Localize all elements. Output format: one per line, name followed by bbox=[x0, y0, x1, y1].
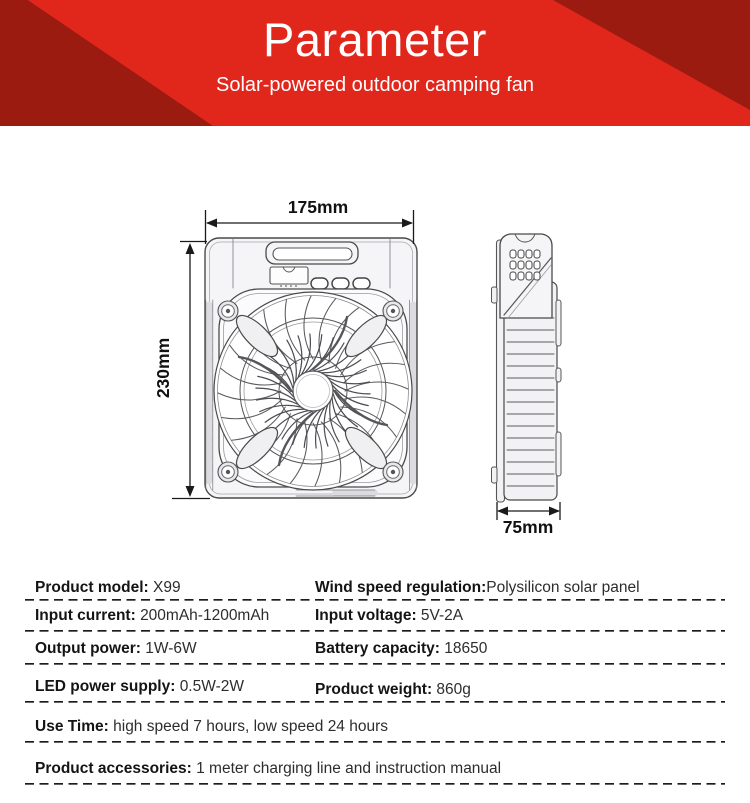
fan-buttons bbox=[311, 278, 370, 289]
side-view bbox=[492, 234, 562, 502]
dimension-label-width: 175mm bbox=[287, 197, 349, 217]
table-row bbox=[25, 743, 725, 785]
spec-product-accessories: Product accessories: 1 meter charging line and instruction manual bbox=[35, 760, 502, 778]
spec-product-model: Product model: X99 bbox=[35, 579, 181, 597]
dimension-label-height: 230mm bbox=[153, 337, 173, 399]
table-row bbox=[25, 703, 725, 743]
spec-wind-speed-regulation: Wind speed regulation: Polysilicon solar panel bbox=[315, 579, 640, 597]
dimension-label-depth: 75mm bbox=[502, 517, 554, 537]
spec-input-voltage: Input voltage: 5V-2A bbox=[315, 607, 464, 625]
header-banner bbox=[0, 0, 750, 126]
page-subtitle: Solar-powered outdoor camping fan bbox=[216, 74, 534, 96]
page-title: Parameter bbox=[263, 13, 487, 66]
spec-use-time: Use Time: high speed 7 hours, low speed 24 hours bbox=[35, 718, 389, 736]
spec-output-power: Output power: 1W-6W bbox=[35, 640, 197, 658]
table-row bbox=[25, 632, 725, 665]
spec-led-power-supply: LED power supply: 0.5W-2W bbox=[35, 678, 244, 696]
table-row bbox=[25, 558, 725, 601]
spec-battery-capacity: Battery capacity: 18650 bbox=[315, 640, 488, 658]
front-view bbox=[205, 238, 417, 498]
spec-input-current: Input current: 200mAh-1200mAh bbox=[35, 607, 270, 625]
table-row bbox=[25, 665, 725, 703]
fan-technical-drawing bbox=[0, 160, 750, 555]
spec-table bbox=[25, 558, 725, 785]
spec-product-weight: Product weight: 860g bbox=[315, 681, 471, 699]
table-row bbox=[25, 601, 725, 632]
product-diagram bbox=[0, 160, 750, 555]
